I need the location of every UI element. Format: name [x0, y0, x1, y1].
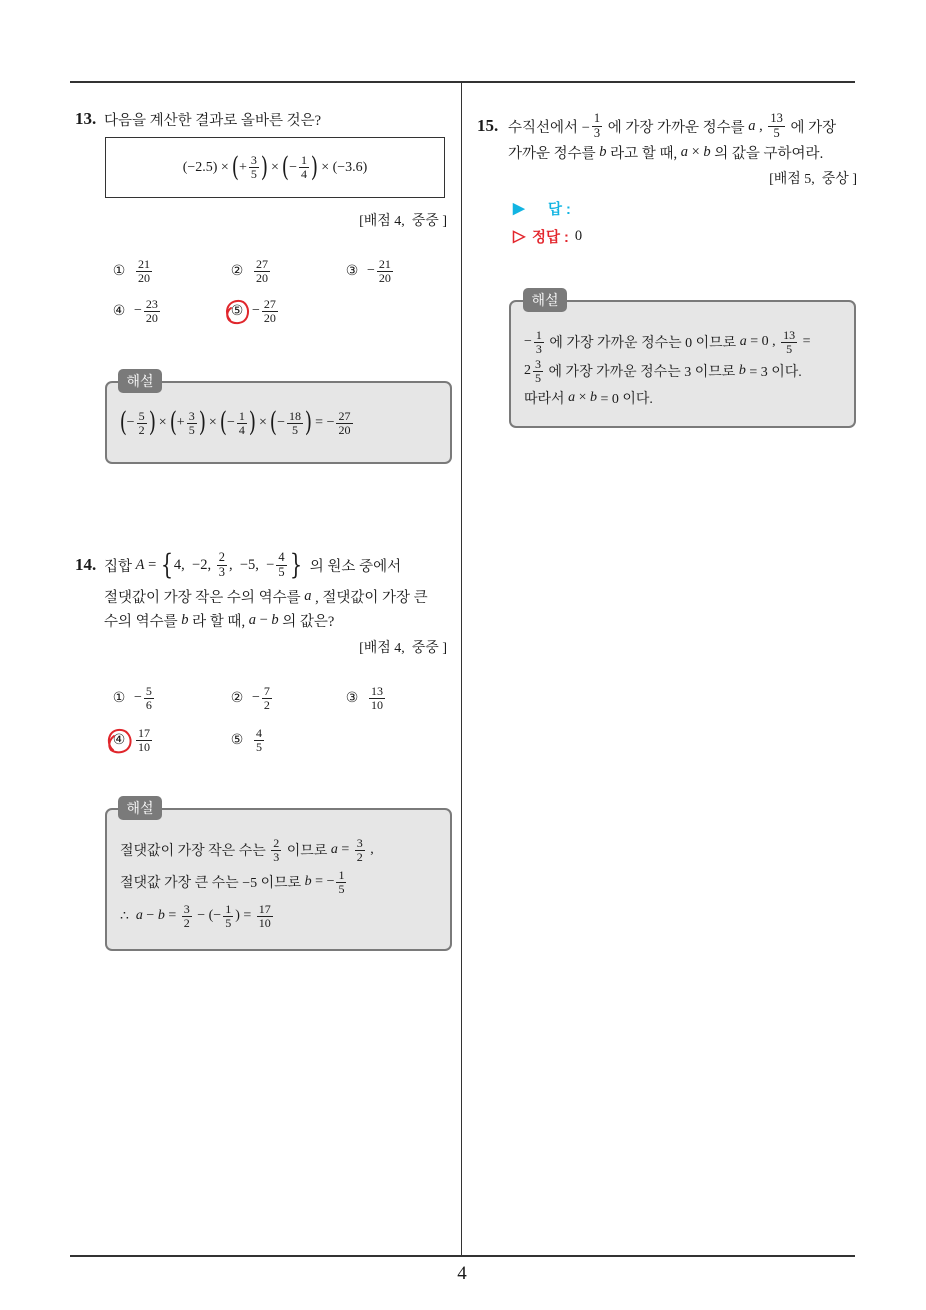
math-variable: a [748, 117, 756, 134]
fraction [187, 410, 197, 437]
math-variable: b [304, 874, 312, 889]
question-prompt-line [104, 585, 428, 607]
fraction [249, 154, 259, 181]
fraction [137, 410, 147, 437]
math-text: , 절댓값이 가장 큰 [311, 589, 428, 606]
play-arrow-icon: ▶ [513, 200, 525, 217]
explanation-box [105, 808, 452, 951]
math-variable: b [181, 611, 189, 628]
fraction-denominator: 2 [183, 915, 190, 930]
large-delimiter: ) [304, 407, 312, 439]
math-text: 에 가장 가까운 정수는 3 이므로 [545, 365, 739, 380]
math-text: 에 가장 가까운 정수를 [604, 119, 749, 136]
fraction-numerator: 3 [250, 153, 257, 167]
fraction [276, 551, 286, 579]
math-variable: b [599, 143, 607, 160]
explanation-line [120, 900, 275, 932]
fraction-denominator: 20 [256, 270, 269, 285]
fraction-numerator: 13 [770, 111, 783, 126]
fraction-numerator: 17 [138, 725, 151, 740]
math-text: = [337, 842, 353, 857]
fraction [336, 869, 346, 896]
choice-value [252, 258, 272, 285]
expression-box [105, 137, 445, 198]
fraction-denominator: 4 [301, 167, 308, 181]
math-text: − [134, 303, 142, 318]
choice-value [367, 258, 395, 285]
choice-number: ③ [345, 263, 359, 279]
math-text: (−2.5) × [182, 159, 233, 175]
score-label: [배점 4, 중중 ] [359, 214, 447, 229]
fraction-numerator: 23 [145, 296, 158, 311]
math-text: = 3 이다. [745, 365, 802, 380]
fraction-numerator: 3 [535, 356, 542, 371]
fraction-denominator: 5 [338, 881, 345, 896]
math-text: , [366, 842, 374, 857]
fraction-denominator: 4 [238, 422, 245, 437]
footer-rule [70, 1255, 855, 1257]
large-delimiter: ( [169, 407, 178, 439]
math-text: − [524, 334, 532, 349]
question-number: 15. [477, 116, 499, 135]
fraction [144, 685, 154, 712]
column-divider [461, 82, 462, 1256]
fraction [271, 837, 281, 864]
fraction [136, 258, 152, 285]
math-text: 절댓값이 가장 작은 수의 역수를 [104, 589, 305, 606]
explanation-box [509, 300, 856, 428]
math-text: ) = [235, 908, 255, 923]
explanation-line [120, 403, 355, 443]
explanation-line [120, 834, 374, 866]
large-delimiter: ) [198, 407, 206, 439]
math-text: − [142, 908, 158, 923]
fraction-denominator: 3 [273, 849, 280, 864]
fraction-numerator: 5 [138, 408, 145, 423]
large-delimiter: ( [119, 407, 127, 439]
fraction-denominator: 10 [258, 915, 271, 930]
math-text: + [176, 415, 185, 430]
math-text: − [126, 415, 135, 430]
large-delimiter: { [160, 547, 174, 581]
fraction-denominator: 5 [773, 125, 780, 140]
fraction-denominator: 20 [145, 310, 158, 325]
math-text: − [289, 159, 298, 175]
math-text: 절댓값이 가장 작은 수는 [120, 844, 270, 859]
score-label: [배점 4, 중중 ] [359, 641, 447, 656]
math-text: 4, −2, [173, 556, 215, 573]
fraction-denominator: 3 [535, 341, 542, 356]
math-variable: a [330, 842, 338, 857]
math-text: − [277, 415, 285, 430]
choice-value [134, 258, 154, 285]
choice-value [134, 685, 156, 712]
header-rule [70, 81, 855, 83]
correct-answer-line [513, 225, 582, 247]
fraction-denominator: 3 [593, 125, 601, 140]
fraction-denominator: 20 [378, 270, 391, 285]
fraction-numerator: 27 [263, 296, 276, 311]
fraction [254, 727, 264, 754]
fraction [533, 358, 543, 385]
answer-line [513, 197, 571, 219]
math-text: − [134, 690, 142, 705]
fraction-denominator: 20 [263, 310, 276, 325]
fraction-numerator: 17 [258, 901, 271, 916]
choice-number: ① [112, 690, 126, 706]
choice-4[interactable] [108, 721, 154, 759]
fraction [182, 903, 192, 930]
fraction-numerator: 5 [145, 683, 152, 698]
fraction-denominator: 5 [256, 739, 263, 754]
math-text: 집합 [104, 558, 136, 575]
math-text: × [267, 159, 283, 175]
fraction-denominator: 20 [338, 422, 351, 437]
math-text: 라고 할 때, [606, 145, 681, 162]
fraction-numerator: 1 [593, 111, 601, 126]
math-text: − [226, 415, 235, 430]
fraction [768, 112, 784, 140]
large-delimiter: ) [310, 151, 318, 183]
explanation-line [120, 867, 348, 897]
math-text: × [205, 415, 221, 430]
fraction [355, 837, 365, 864]
choice-number: ④ [112, 303, 126, 319]
fraction [336, 410, 352, 437]
fraction-denominator: 2 [263, 697, 270, 712]
fraction-denominator: 3 [218, 564, 225, 579]
question-prompt-line [104, 609, 334, 631]
fraction-denominator: 5 [225, 915, 232, 930]
fraction-numerator: 21 [138, 256, 151, 271]
choice-5[interactable] [226, 721, 266, 759]
math-text: = − [311, 874, 335, 889]
math-text: 따라서 [524, 392, 569, 407]
choice-value [252, 685, 274, 712]
choice-number-glyph: ④ [112, 732, 126, 748]
large-delimiter: } [289, 547, 302, 581]
fraction-denominator: 20 [138, 270, 151, 285]
fraction-numerator: 1 [535, 327, 542, 342]
explanation-line [524, 327, 811, 357]
math-text: − (− [193, 908, 222, 923]
fraction [534, 329, 544, 356]
fraction-denominator: 5 [535, 370, 542, 385]
answer-label: 답 : [548, 201, 571, 218]
large-delimiter: ( [282, 151, 290, 183]
fraction-numerator: 3 [356, 835, 363, 850]
question-prompt-line [508, 107, 836, 145]
math-text: − [252, 690, 260, 705]
question-prompt-line [508, 141, 823, 163]
fraction-denominator: 2 [138, 422, 145, 437]
math-text: = 0 이다. [596, 392, 653, 407]
fraction-numerator: 1 [338, 867, 345, 882]
math-text: 절댓값 가장 큰 수는 −5 이므로 [120, 876, 305, 891]
fraction [262, 298, 278, 325]
fraction-numerator: 4 [278, 550, 285, 565]
fraction [377, 258, 393, 285]
math-text: 의 값을 구하여라. [710, 145, 824, 162]
question-number: 13. [75, 109, 97, 128]
page-number: 4 [457, 1263, 467, 1284]
fraction-numerator: 3 [183, 901, 190, 916]
math-variable: a [568, 390, 576, 405]
math-text: = − [311, 415, 335, 430]
fraction-denominator: 2 [356, 849, 363, 864]
explanation-label: 해설 [523, 288, 567, 312]
fraction [369, 685, 385, 712]
math-variable: b [703, 143, 711, 160]
fraction-numerator: 21 [378, 256, 391, 271]
question-prompt: 다음을 계산한 결과로 올바른 것은? [104, 112, 322, 129]
fraction-numerator: 18 [288, 408, 302, 423]
math-variable: b [271, 611, 279, 628]
explanation-line [524, 356, 802, 386]
choice-value [252, 298, 280, 325]
math-variable: b [738, 363, 746, 378]
fraction-numerator: 1 [225, 901, 232, 916]
math-text: 2 [524, 363, 531, 378]
choice-1[interactable] [108, 252, 154, 290]
fraction-numerator: 1 [301, 153, 308, 167]
math-text: × [687, 143, 704, 160]
fraction [223, 903, 233, 930]
choice-1[interactable] [108, 679, 156, 717]
choice-value [252, 727, 266, 754]
choice-number: ① [112, 263, 126, 279]
question-prompt-line [104, 546, 401, 584]
math-variable: a [739, 334, 747, 349]
fraction-numerator: 1 [238, 408, 245, 423]
fraction [237, 410, 247, 437]
choice-2[interactable] [226, 252, 272, 290]
math-text: , [755, 117, 767, 134]
explanation-line [524, 386, 653, 410]
choice-2[interactable] [226, 679, 274, 717]
fraction-numerator: 3 [188, 408, 195, 423]
fraction-numerator: 2 [218, 550, 225, 565]
math-text: 에 가장 가까운 정수는 0 이므로 [545, 336, 740, 351]
math-text: × (−3.6) [317, 159, 368, 175]
choice-5[interactable] [226, 292, 280, 330]
choice-number: ⑤ [230, 732, 244, 748]
fraction [254, 258, 270, 285]
math-variable: A [135, 556, 145, 573]
fraction-denominator: 10 [138, 739, 151, 754]
fraction-numerator: 27 [338, 408, 351, 423]
math-text: × [575, 390, 590, 405]
fraction-denominator: 5 [278, 564, 285, 579]
math-text: 라 할 때, [188, 613, 249, 630]
large-delimiter: ) [148, 407, 156, 439]
math-text: ∴ [120, 908, 136, 924]
math-text: = 0 , [746, 334, 780, 349]
math-variable: b [157, 908, 165, 923]
math-variable: a [304, 587, 312, 604]
math-variable: a [680, 143, 688, 160]
math-text: 이므로 [283, 844, 331, 859]
fraction-numerator: 4 [256, 725, 263, 740]
math-text: = [799, 334, 811, 349]
math-text: 수직선에서 − [508, 119, 590, 136]
fraction-denominator: 6 [145, 697, 152, 712]
choice-4[interactable] [108, 292, 162, 330]
choice-value [367, 685, 387, 712]
fraction [136, 727, 152, 754]
choice-number [226, 303, 248, 319]
correct-answer-value: 0 [574, 227, 583, 244]
choice-number-glyph: ⑤ [230, 303, 244, 319]
fraction-numerator: 13 [371, 683, 384, 698]
fraction [592, 112, 602, 140]
choice-3[interactable] [341, 252, 395, 290]
fraction-numerator: 27 [256, 256, 269, 271]
math-text: = [144, 556, 160, 573]
math-text: − [255, 611, 272, 628]
large-delimiter: ) [248, 407, 256, 439]
math-text: − [367, 263, 375, 278]
fraction [262, 685, 272, 712]
math-text: 가까운 정수를 [508, 145, 600, 162]
fraction [781, 329, 797, 356]
choice-value [134, 727, 154, 754]
choice-3[interactable] [341, 679, 387, 717]
correct-answer-label: 정답 : [532, 229, 569, 246]
math-text: × [255, 415, 271, 430]
math-text: 의 값은? [278, 613, 335, 630]
explanation-label: 해설 [118, 796, 162, 820]
fraction-denominator: 5 [250, 167, 257, 181]
fraction-denominator: 5 [786, 341, 793, 356]
math-text: − [252, 303, 260, 318]
fraction [299, 154, 309, 181]
choice-number: ② [230, 690, 244, 706]
math-text: + [238, 159, 247, 175]
math-variable: a [135, 908, 143, 923]
math-text: = [164, 908, 180, 923]
fraction [217, 551, 227, 579]
math-text: × [155, 415, 171, 430]
fraction-denominator: 10 [371, 697, 384, 712]
explanation-box [105, 381, 452, 464]
choice-value [134, 298, 162, 325]
fraction [287, 410, 303, 437]
fraction-numerator: 2 [273, 835, 280, 850]
fraction [257, 903, 273, 930]
outline-arrow-icon: ▷ [513, 228, 526, 245]
math-text: , −5, − [228, 556, 275, 573]
math-text: 의 원소 중에서 [302, 558, 402, 575]
explanation-label: 해설 [118, 369, 162, 393]
large-delimiter: ( [219, 407, 228, 439]
choice-number [108, 732, 130, 748]
large-delimiter: ( [270, 407, 278, 439]
math-text: 에 가장 [786, 119, 837, 136]
large-delimiter: ( [232, 151, 240, 183]
math-text: 수의 역수를 [104, 613, 182, 630]
fraction-denominator: 5 [291, 422, 298, 437]
fraction-denominator: 5 [188, 422, 195, 437]
question-number: 14. [75, 555, 97, 574]
choice-number: ② [230, 263, 244, 279]
fraction-numerator: 13 [783, 327, 796, 342]
score-label: [배점 5, 중상 ] [769, 172, 857, 187]
math-variable: b [589, 390, 597, 405]
fraction [144, 298, 160, 325]
fraction-numerator: 7 [263, 683, 270, 698]
choice-number: ③ [345, 690, 359, 706]
math-variable: a [248, 611, 256, 628]
large-delimiter: ) [260, 151, 268, 183]
